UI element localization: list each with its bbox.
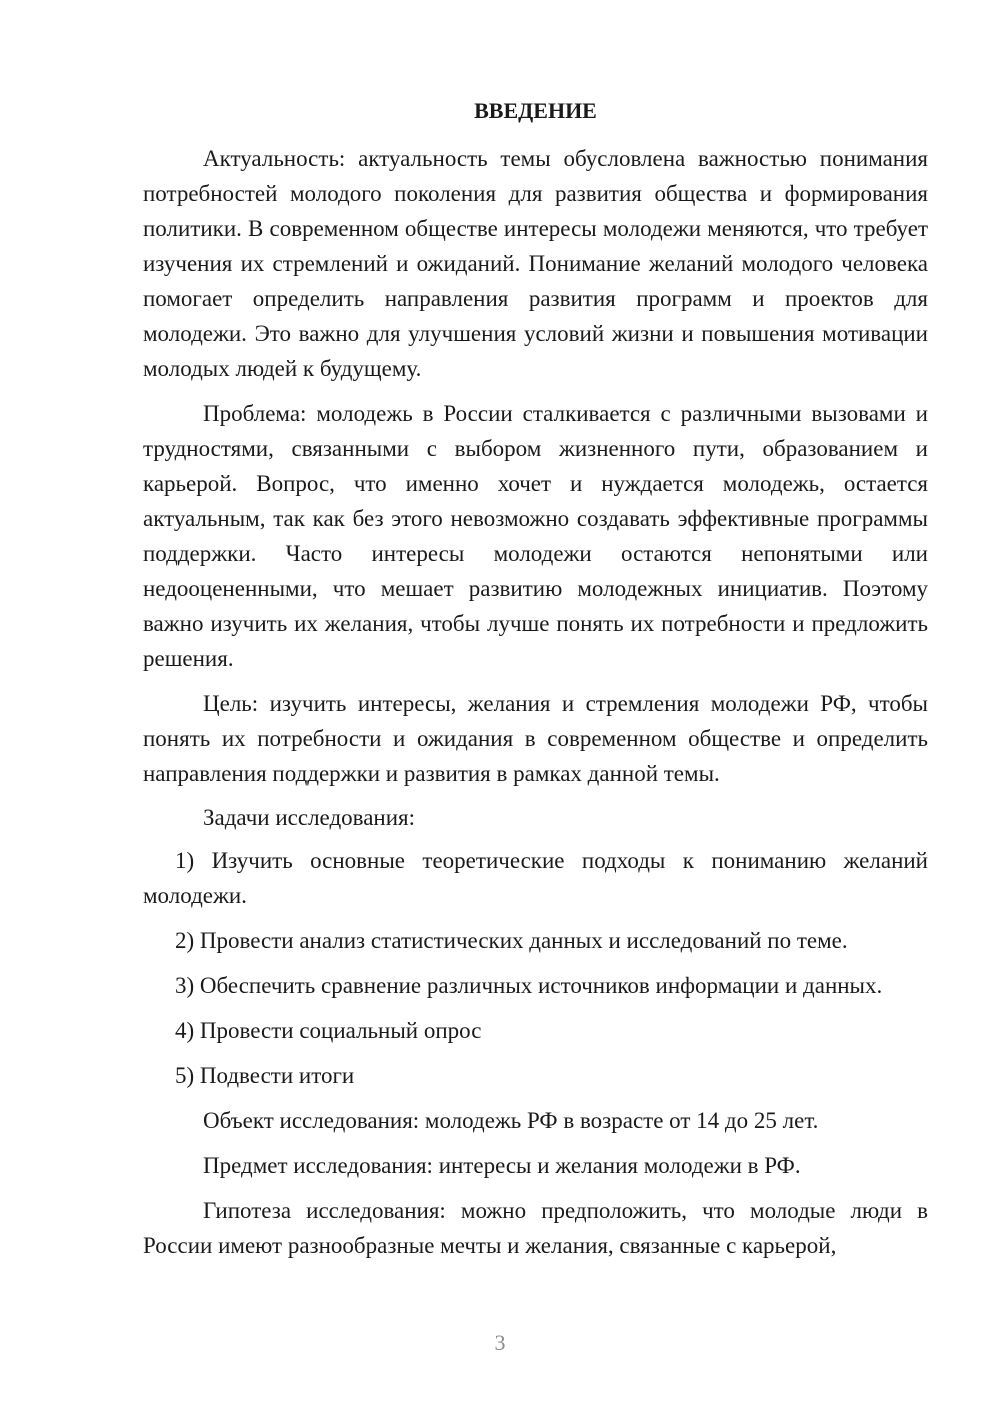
page-number: 3	[494, 1330, 506, 1355]
task-item-2: 2) Провести анализ статистических данных и исследований по теме.	[175, 928, 848, 953]
task-item-5: 5) Подвести итоги	[175, 1063, 355, 1088]
relevance-paragraph: Актуальность: актуальность темы обусловлена важностью понимания потребностей молодого поколения для развития общества и формирования политики. В современном обществе интересы молодежи меняются, что требует изучения их стремлений и ожиданий. Понимание желаний молодого человека помогает определить направления развития программ и проектов для молодежи. Это важно для улучшения условий жизни и повышения мотивации молодых людей к будущему.	[143, 146, 928, 381]
task-item-3: 3) Обеспечить сравнение различных источников информации и данных.	[175, 973, 883, 998]
section-title: ВВЕДЕНИЕ	[474, 98, 597, 123]
task-item-1: 1) Изучить основные теоретические подходы к пониманию желаний молодежи.	[143, 848, 928, 908]
research-object-paragraph: Объект исследования: молодежь РФ в возрасте от 14 до 25 лет.	[203, 1108, 819, 1133]
problem-paragraph: Проблема: молодежь в России сталкивается с различными вызовами и трудностями, связанными с выбором жизненного пути, образованием и карьерой. Вопрос, что именно хочет и нуждается молодежь, остается актуальным, так как без этого невозможно создавать эффективные программы поддержки. Часто интересы молодежи остаются непонятыми или недооцененными, что мешает развитию молодежных инициатив. Поэтому важно изучить их желания, чтобы лучше понять их потребности и предложить решения.	[143, 401, 928, 671]
task-item-4: 4) Провести социальный опрос	[175, 1018, 482, 1043]
document-page	[143, 95, 928, 1275]
research-subject-paragraph: Предмет исследования: интересы и желания молодежи в РФ.	[203, 1153, 801, 1178]
hypothesis-paragraph: Гипотеза исследования: можно предположить, что молодые люди в России имеют разнообразные мечты и желания, связанные с карьерой,	[143, 1198, 928, 1258]
tasks-heading: Задачи исследования:	[203, 805, 416, 830]
goal-paragraph: Цель: изучить интересы, желания и стремления молодежи РФ, чтобы понять их потребности и ожидания в современном обществе и определить направления поддержки и развития в рамках данной темы.	[143, 691, 928, 786]
